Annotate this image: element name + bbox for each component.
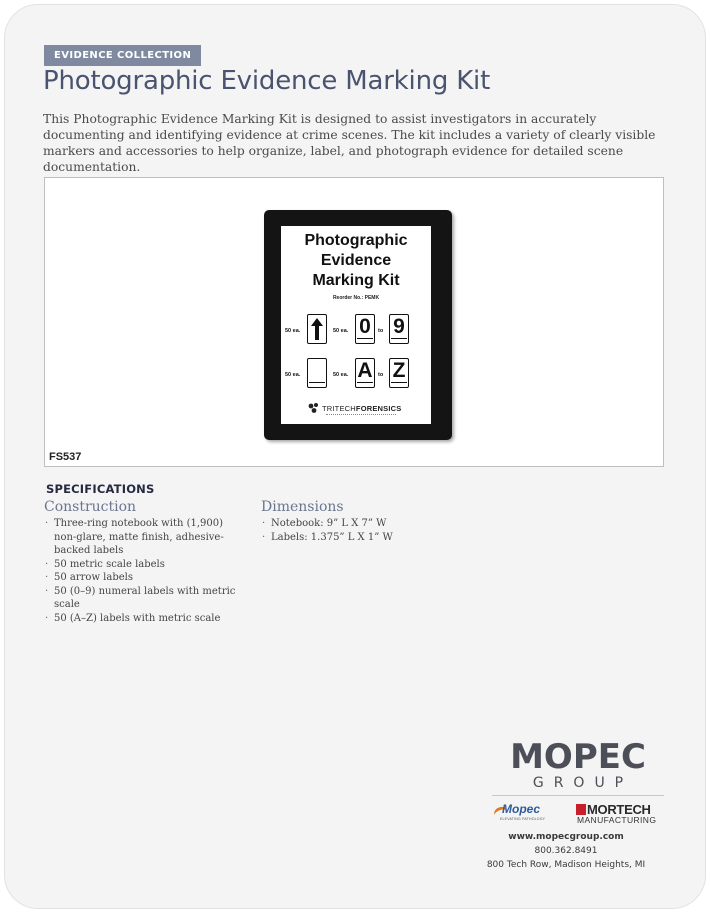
range-to-label: to <box>378 372 384 378</box>
metric-scale <box>391 382 407 386</box>
product-code: FS537 <box>49 451 82 463</box>
list-item: · 50 arrow labels <box>44 571 244 585</box>
binder-image <box>264 210 452 440</box>
quantity-label: 50 ea. <box>285 372 301 378</box>
mortech-mark-icon <box>576 804 586 815</box>
metric-scale <box>357 338 373 342</box>
marker-row-numbers <box>285 314 429 350</box>
phone-number: 800.362.8491 <box>534 846 598 856</box>
arrow-up-icon <box>311 318 323 340</box>
list-item: · 50 metric scale labels <box>44 558 244 572</box>
brand-fineprint <box>326 414 396 417</box>
dimensions-list <box>261 517 461 544</box>
letter-marker-start: A <box>355 358 375 388</box>
list-item: · 50 (0–9) numeral labels with metric scale <box>44 585 244 612</box>
tritech-brand <box>308 402 418 420</box>
mortech-logo: MORTECH MANUFACTURING <box>577 802 657 825</box>
marker-row-letters <box>285 358 429 394</box>
intro-paragraph: This Photographic Evidence Marking Kit is designed to assist investigators in accurately documenting and identifying evidence at crime scenes. The kit includes a variety of clearly visible markers and accessories to help organize, label, and photograph evidence for detailed scene documentation. <box>43 112 656 174</box>
range-to-label: to <box>378 328 384 334</box>
logo-divider <box>492 795 664 796</box>
dimensions-section <box>261 499 461 544</box>
quantity-label: 50 ea. <box>333 328 349 334</box>
binder-cover <box>281 226 431 424</box>
mopec-group-logo <box>490 737 668 825</box>
quantity-label: 50 ea. <box>285 328 301 334</box>
metric-scale <box>391 338 407 342</box>
specifications-heading: SPECIFICATIONS <box>46 482 155 496</box>
dimensions-heading: Dimensions <box>261 499 344 515</box>
sub-brand-logos <box>490 802 668 830</box>
blank-scale-marker <box>307 358 327 388</box>
construction-heading: Construction <box>44 499 137 515</box>
list-item: · Labels: 1.375” L X 1” W <box>261 531 461 545</box>
list-item: · Three-ring notebook with (1,900) non-glare, matte finish, adhesive-backed labels <box>44 517 244 558</box>
contact-info <box>430 830 666 872</box>
tritech-logo-icon <box>308 402 320 414</box>
letter-marker-end: Z <box>389 358 409 388</box>
logo-wordmark: MOPEC <box>510 737 646 777</box>
reorder-number: Reorder No.: PEMK <box>332 295 380 301</box>
metric-scale <box>357 382 373 386</box>
cover-title: Photographic Evidence Marking Kit <box>304 232 408 289</box>
website-link[interactable]: www.mopecgroup.com <box>508 832 624 842</box>
logo-subtitle: GROUP <box>532 775 634 791</box>
list-item: · 50 (A–Z) labels with metric scale <box>44 612 244 626</box>
construction-list <box>44 517 244 625</box>
category-tag: EVIDENCE COLLECTION <box>44 45 201 66</box>
mopec-logo: Mopec ELEVATING PATHOLOGY <box>494 802 558 826</box>
metric-scale <box>309 382 325 386</box>
product-photo <box>44 177 664 467</box>
construction-section <box>44 499 244 625</box>
page-title: Photographic Evidence Marking Kit <box>43 66 491 96</box>
numeral-marker-end: 9 <box>389 314 409 344</box>
quantity-label: 50 ea. <box>333 372 349 378</box>
arrow-marker <box>307 314 327 344</box>
list-item: · Notebook: 9” L X 7” W <box>261 517 461 531</box>
numeral-marker-start: 0 <box>355 314 375 344</box>
address: 800 Tech Row, Madison Heights, MI <box>486 860 646 870</box>
brand-name: TRITECHFORENSICS <box>322 404 402 413</box>
